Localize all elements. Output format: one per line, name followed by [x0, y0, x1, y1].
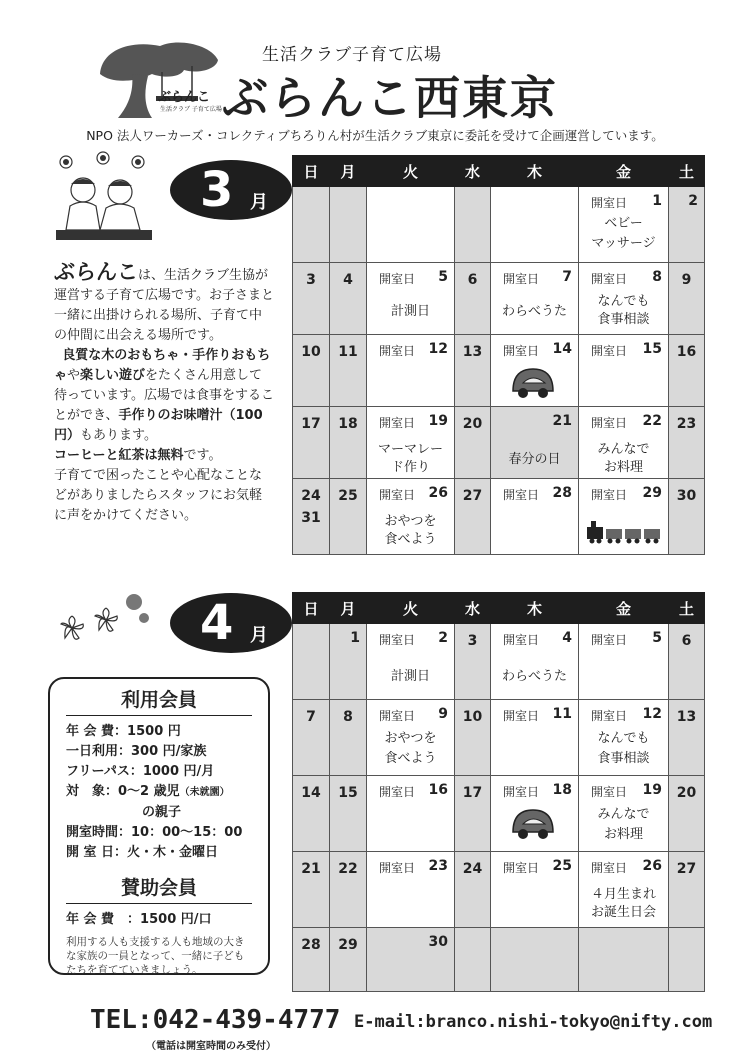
calendar-cell	[455, 263, 491, 335]
intro-t3: もあります。	[80, 428, 157, 443]
event-text: お料理	[603, 460, 643, 475]
open-label: 開室日	[591, 633, 628, 647]
day-number: 21	[301, 861, 321, 877]
email-address: E-mail:branco.nishi-tokyo@nifty.com	[354, 1012, 713, 1032]
weekday-mon: 月	[330, 156, 367, 187]
calendar-cell	[293, 335, 330, 407]
calendar-cell	[367, 624, 455, 700]
holiday-text: 春分の日	[508, 452, 561, 467]
calendar-cell	[669, 928, 705, 992]
day-number: 26	[428, 485, 448, 501]
march-calendar	[292, 155, 705, 555]
day-number: 12	[428, 341, 448, 357]
event-text: ド作り	[390, 460, 430, 475]
cherry-blossom-illustration	[44, 590, 154, 650]
calendar-cell	[367, 700, 455, 776]
event-text: ４月生まれ	[590, 887, 656, 902]
day-number: 30	[428, 934, 448, 950]
event-text: おやつを	[384, 514, 437, 529]
weekday-wed: 水	[455, 156, 491, 187]
toy-train-icon	[585, 519, 663, 545]
calendar-cell	[293, 700, 330, 776]
day-number: 20	[462, 416, 483, 432]
weekday-thu: 木	[491, 593, 579, 624]
member-target-cont: の親子	[142, 805, 182, 820]
calendar-cell	[455, 624, 491, 700]
member-title: 利用会員	[66, 685, 252, 716]
open-label: 開室日	[591, 785, 628, 799]
calendar-cell	[330, 479, 367, 555]
open-label: 開室日	[379, 416, 416, 430]
phone-number: TEL:042-439-4777	[90, 1005, 341, 1035]
day-number: 28	[301, 937, 321, 953]
day-number: 20	[676, 785, 697, 801]
intro-b1: 良質な木のおもちゃ・手作りおもちゃ	[54, 348, 271, 383]
intro-b2: 楽しい遊び	[80, 368, 146, 383]
weekday-tue: 火	[367, 593, 455, 624]
day-number: 11	[552, 706, 572, 722]
day-number: 9	[681, 272, 692, 288]
day-number: 16	[428, 782, 448, 798]
event-text: なんでも	[597, 731, 650, 746]
member-hours: 開室時間：10：00～15：00	[66, 825, 243, 840]
open-label: 開室日	[503, 709, 540, 723]
day-number: 13	[462, 344, 483, 360]
calendar-cell	[579, 852, 669, 928]
calendar-cell	[455, 479, 491, 555]
calendar-cell	[330, 700, 367, 776]
calendar-cell	[579, 700, 669, 776]
support-title: 賛助会員	[66, 873, 252, 904]
open-label: 開室日	[379, 785, 416, 799]
weekday-sat: 土	[669, 593, 705, 624]
day-number: 4	[343, 272, 353, 288]
calendar-cell	[455, 852, 491, 928]
day-number: 8	[652, 269, 662, 285]
calendar-cell	[579, 335, 669, 407]
open-label: 開室日	[503, 272, 540, 286]
intro-p3: 子育てで困ったことや心配なことなどがありましたらスタッフにお気軽に声をかけてください。	[54, 468, 263, 523]
page-title: ぶらんこ西東京	[222, 71, 558, 125]
day-number: 13	[676, 709, 697, 725]
calendar-cell	[293, 479, 330, 555]
event-text: わらべうた	[501, 669, 567, 684]
day-number: 14	[301, 785, 321, 801]
calendar-cell	[367, 187, 455, 263]
day-number: 28	[552, 485, 572, 501]
calendar-cell	[293, 263, 330, 335]
calendar-cell	[455, 776, 491, 852]
member-target: 対 象：0～2 歳児（未就園）	[66, 784, 230, 799]
day-number: 24	[301, 488, 321, 504]
intro-b3: 手作りのお味噌汁（100 円）	[54, 408, 263, 443]
event-text: なんでも	[597, 294, 650, 309]
intro-p1: は、生活クラブ生協が運営する子育て広場です。お子さまと一緒に出掛けられる場所、子育て中の仲間に出会える場所です。	[54, 268, 274, 343]
calendar-cell	[669, 776, 705, 852]
calendar-cell	[293, 928, 330, 992]
open-label: 開室日	[379, 861, 416, 875]
open-label: 開室日	[379, 488, 416, 502]
day-number: 29	[338, 937, 358, 953]
calendar-cell	[579, 479, 669, 555]
day-number: 5	[652, 630, 662, 646]
open-label: 開室日	[591, 416, 628, 430]
event-text: ベビー	[604, 216, 643, 231]
april-calendar	[292, 592, 705, 992]
day-number: 25	[338, 488, 358, 504]
day-number: 7	[562, 269, 572, 285]
calendar-cell	[330, 187, 367, 263]
open-label: 開室日	[503, 861, 540, 875]
day-number: 15	[338, 785, 358, 801]
calendar-cell	[579, 407, 669, 479]
day-number: 1	[350, 630, 360, 646]
calendar-cell	[669, 479, 705, 555]
calendar-cell	[367, 852, 455, 928]
day-number: 15	[642, 341, 662, 357]
membership-box	[48, 677, 270, 975]
day-number: 5	[438, 269, 448, 285]
open-label: 開室日	[591, 488, 628, 502]
calendar-cell	[330, 263, 367, 335]
april-badge	[170, 593, 292, 653]
member-fee-annual: 年 会 費：1500 円	[66, 724, 181, 739]
day-number: 7	[306, 709, 316, 725]
calendar-cell	[330, 852, 367, 928]
calendar-cell	[293, 187, 330, 263]
calendar-cell	[491, 187, 579, 263]
calendar-cell	[455, 407, 491, 479]
weekday-thu: 木	[491, 156, 579, 187]
day-number: 6	[681, 633, 692, 649]
calendar-cell	[330, 335, 367, 407]
calendar-cell	[367, 263, 455, 335]
calendar-cell	[491, 624, 579, 700]
logo-subtext: 生活クラブ 子育て広場	[160, 106, 222, 113]
calendar-cell	[491, 776, 579, 852]
weekday-fri: 金	[579, 156, 669, 187]
calendar-cell	[367, 407, 455, 479]
event-text: 食べよう	[384, 751, 437, 766]
event-text: 食べよう	[384, 532, 437, 547]
intro-t4: です。	[183, 448, 222, 463]
march-badge	[170, 160, 292, 220]
calendar-cell	[669, 187, 705, 263]
calendar-cell	[330, 928, 367, 992]
day-number: 27	[462, 488, 483, 504]
intro-brand: ぶらんこ	[54, 260, 138, 284]
calendar-cell	[669, 700, 705, 776]
calendar-cell	[491, 928, 579, 992]
day-number: 3	[467, 633, 478, 649]
toy-car-icon	[509, 363, 557, 401]
day-number: 18	[552, 782, 572, 798]
day-number: 10	[462, 709, 483, 725]
day-number: 2	[688, 193, 698, 209]
calendar-cell	[330, 407, 367, 479]
day-number: 16	[676, 344, 697, 360]
day-number: 8	[343, 709, 353, 725]
calendar-cell	[293, 776, 330, 852]
calendar-cell	[367, 776, 455, 852]
intro-b4: コーヒーと紅茶は無料	[54, 448, 184, 463]
weekday-sun: 日	[293, 156, 330, 187]
day-number: 4	[562, 630, 572, 646]
event-text: 計測日	[390, 669, 430, 684]
event-text: 食事相談	[597, 751, 650, 766]
event-text: みんなで	[597, 807, 650, 822]
weekday-mon: 月	[330, 593, 367, 624]
phone-note: （電話は開室時間のみ受付）	[146, 1041, 276, 1052]
event-text: 食事相談	[597, 312, 650, 327]
calendar-cell	[669, 624, 705, 700]
calendar-cell	[491, 852, 579, 928]
day-number: 22	[338, 861, 358, 877]
event-text: マーマレー	[377, 442, 443, 457]
day-number: 10	[301, 344, 321, 360]
calendar-cell	[455, 187, 491, 263]
open-label: 開室日	[503, 633, 540, 647]
day-number: 11	[338, 344, 358, 360]
open-label: 開室日	[503, 785, 540, 799]
calendar-cell	[330, 624, 367, 700]
calendar-cell	[579, 187, 669, 263]
day-number: 21	[552, 413, 572, 429]
day-number: 12	[642, 706, 662, 722]
npo-statement: NPO 法人ワーカーズ・コレクティブちろりん村が生活クラブ東京に委託を受けて企画運営しています。	[86, 128, 664, 143]
open-label: 開室日	[591, 709, 628, 723]
calendar-cell	[455, 335, 491, 407]
calendar-cell	[579, 928, 669, 992]
intro-t1: や	[67, 368, 81, 383]
intro-t2: をたくさん用意して待っています。広場では食事をすることができ、	[54, 368, 274, 423]
calendar-cell	[455, 700, 491, 776]
event-text: お誕生日会	[590, 905, 656, 920]
open-label: 開室日	[379, 344, 416, 358]
weekday-tue: 火	[367, 156, 455, 187]
april-unit: 月	[250, 625, 268, 646]
event-text: みんなで	[597, 442, 650, 457]
calendar-cell	[669, 852, 705, 928]
open-label: 開室日	[591, 196, 628, 210]
weekday-wed: 水	[455, 593, 491, 624]
day-number: 9	[438, 706, 448, 722]
weekday-sun: 日	[293, 593, 330, 624]
march-unit: 月	[250, 192, 268, 213]
intro-text	[54, 262, 274, 526]
open-label: 開室日	[379, 272, 416, 286]
day-number: 2	[438, 630, 448, 646]
day-number: 14	[552, 341, 572, 357]
calendar-cell	[579, 624, 669, 700]
support-note: 利用する人も支援する人も地域の大きな家族の一員となって、一緒に子どもたちを育てていきましょう。	[66, 936, 245, 976]
event-text: わらべうた	[501, 304, 567, 319]
open-label: 開室日	[379, 709, 416, 723]
weekday-fri: 金	[579, 593, 669, 624]
day-number: 6	[467, 272, 478, 288]
day-number: 19	[428, 413, 448, 429]
calendar-cell	[293, 407, 330, 479]
day-number: 1	[652, 193, 662, 209]
weekday-sat: 土	[669, 156, 705, 187]
calendar-cell	[455, 928, 491, 992]
calendar-cell	[491, 335, 579, 407]
day-number: 3	[306, 272, 316, 288]
day-number: 17	[301, 416, 321, 432]
day-number: 22	[642, 413, 662, 429]
calendar-cell	[579, 776, 669, 852]
day-number: 23	[676, 416, 697, 432]
calendar-cell	[367, 335, 455, 407]
support-fee: 年 会 費 ：1500 円/口	[66, 912, 212, 927]
day-number: 17	[462, 785, 483, 801]
member-fee-freepass: フリーパス：1000 円/月	[66, 764, 215, 779]
open-label: 開室日	[591, 861, 628, 875]
member-fee-daily: 一日利用：300 円/家族	[66, 744, 207, 759]
header-subtitle: 生活クラブ子育て広場	[262, 45, 442, 65]
event-text: 計測日	[390, 304, 430, 319]
calendar-cell	[491, 263, 579, 335]
calendar-cell	[367, 928, 455, 992]
calendar-cell	[669, 263, 705, 335]
day-number: 26	[642, 858, 662, 874]
hina-dolls-illustration	[48, 150, 158, 245]
day-number: 27	[676, 861, 697, 877]
day-number: 30	[676, 488, 697, 504]
calendar-cell	[491, 407, 579, 479]
event-text: マッサージ	[591, 236, 656, 251]
calendar-cell	[579, 263, 669, 335]
event-text: お料理	[603, 827, 643, 842]
calendar-cell	[330, 776, 367, 852]
march-number: 3	[200, 162, 234, 218]
logo-text: ぶらんこ	[158, 90, 211, 105]
event-text: おやつを	[384, 731, 437, 746]
calendar-cell	[293, 624, 330, 700]
day-number: 18	[338, 416, 358, 432]
day-number: 31	[301, 510, 321, 526]
day-number: 19	[642, 782, 662, 798]
open-label: 開室日	[503, 488, 540, 502]
member-days: 開 室 日：火・木・金曜日	[66, 845, 219, 860]
toy-car-icon	[509, 804, 557, 842]
calendar-cell	[669, 407, 705, 479]
calendar-cell	[491, 479, 579, 555]
open-label: 開室日	[503, 344, 540, 358]
open-label: 開室日	[591, 344, 628, 358]
day-number: 24	[462, 861, 483, 877]
day-number: 25	[552, 858, 572, 874]
calendar-cell	[293, 852, 330, 928]
april-number: 4	[200, 595, 234, 651]
calendar-cell	[669, 335, 705, 407]
calendar-cell	[491, 700, 579, 776]
day-number: 23	[428, 858, 448, 874]
open-label: 開室日	[379, 633, 416, 647]
open-label: 開室日	[591, 272, 628, 286]
day-number: 29	[642, 485, 662, 501]
calendar-cell	[367, 479, 455, 555]
